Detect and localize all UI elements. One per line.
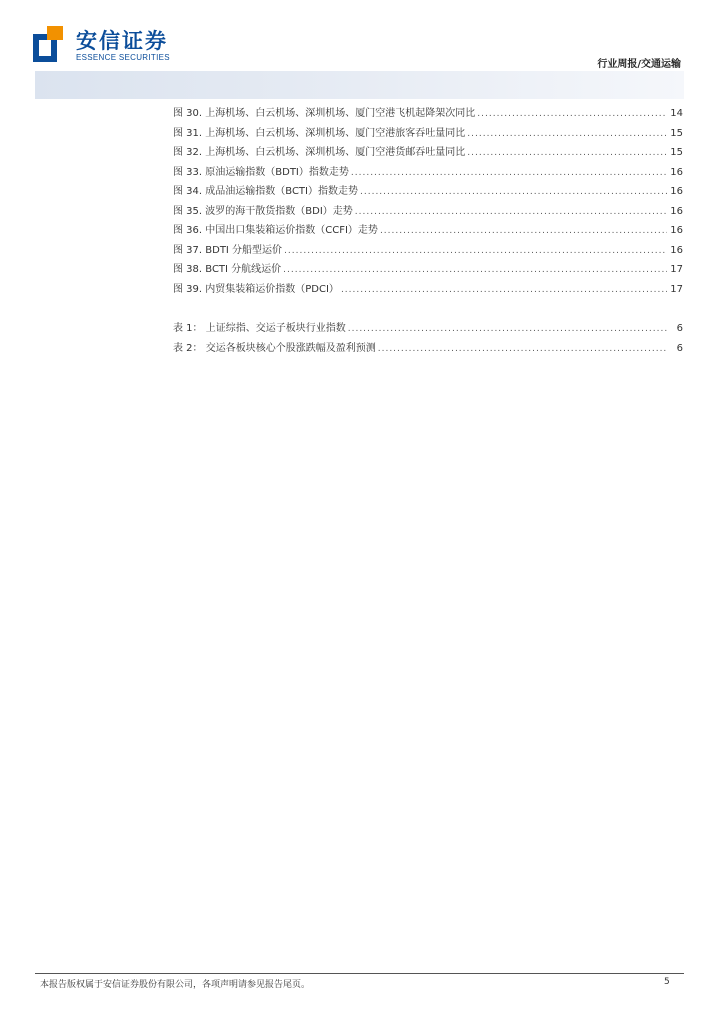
toc-leader bbox=[467, 129, 667, 139]
toc-item-page: 17 bbox=[670, 283, 683, 295]
figure-toc bbox=[173, 104, 683, 296]
toc-leader bbox=[341, 285, 667, 295]
toc-item-page: 15 bbox=[670, 127, 683, 139]
brand-name-cn: 安信证券 bbox=[76, 29, 168, 53]
toc-item[interactable] bbox=[173, 339, 683, 355]
toc-item[interactable] bbox=[173, 319, 683, 335]
toc-item-page: 17 bbox=[670, 264, 683, 275]
toc-item[interactable] bbox=[173, 241, 683, 257]
toc-item-label: 图 38. BCTI 分航线运价 bbox=[173, 264, 282, 275]
toc-leader bbox=[360, 187, 667, 197]
page-number: 5 bbox=[664, 977, 670, 987]
toc-item-label: 图 39. 内贸集装箱运价指数（PDCI） bbox=[173, 283, 339, 295]
toc-leader bbox=[467, 148, 667, 158]
toc-leader bbox=[355, 207, 667, 217]
toc-item-label: 图 32. 上海机场、白云机场、深圳机场、厦门空港货邮吞吐量同比 bbox=[173, 147, 466, 158]
toc-item[interactable] bbox=[173, 280, 683, 296]
toc-item-label: 表 1： 上证综指、交运子板块行业指数 bbox=[173, 323, 346, 334]
table-toc bbox=[173, 319, 683, 359]
toc-item-page: 16 bbox=[670, 205, 683, 217]
toc-item[interactable] bbox=[173, 104, 683, 120]
toc-item-label: 图 35. 波罗的海干散货指数（BDI）走势 bbox=[173, 205, 353, 217]
report-category: 行业周报/交通运输 bbox=[597, 59, 681, 70]
toc-leader bbox=[380, 226, 667, 236]
footer-disclaimer: 本报告版权属于安信证券股份有限公司，各项声明请参见报告尾页。 bbox=[40, 980, 311, 990]
toc-leader bbox=[283, 265, 667, 275]
toc-item-page: 16 bbox=[670, 166, 683, 178]
toc-item-page: 16 bbox=[670, 186, 683, 197]
toc-leader bbox=[378, 344, 667, 354]
toc-item-label: 表 2： 交运各板块核心个股涨跌幅及盈利预测 bbox=[173, 343, 376, 354]
toc-item[interactable] bbox=[173, 260, 683, 276]
toc-item-page: 16 bbox=[670, 244, 683, 256]
toc-item-page: 6 bbox=[676, 343, 683, 354]
toc-item[interactable] bbox=[173, 202, 683, 218]
toc-item-page: 6 bbox=[676, 323, 683, 334]
toc-item[interactable] bbox=[173, 163, 683, 179]
toc-item-label: 图 37. BDTI 分船型运价 bbox=[173, 244, 283, 256]
essence-logo-icon bbox=[33, 26, 63, 62]
toc-item[interactable] bbox=[173, 182, 683, 198]
brand-logo bbox=[33, 25, 178, 65]
footer-divider bbox=[35, 973, 684, 974]
toc-item[interactable] bbox=[173, 221, 683, 237]
toc-item[interactable] bbox=[173, 124, 683, 140]
toc-item-page: 16 bbox=[670, 225, 683, 236]
toc-item-label: 图 36. 中国出口集装箱运价指数（CCFI）走势 bbox=[173, 225, 378, 236]
toc-leader bbox=[351, 168, 667, 178]
toc-item-label: 图 30. 上海机场、白云机场、深圳机场、厦门空港飞机起降架次同比 bbox=[173, 108, 476, 119]
header-band bbox=[35, 71, 684, 99]
toc-item[interactable] bbox=[173, 143, 683, 159]
toc-leader bbox=[284, 246, 667, 256]
toc-leader bbox=[348, 324, 667, 334]
toc-item-label: 图 33. 原油运输指数（BDTI）指数走势 bbox=[173, 166, 349, 178]
toc-item-page: 15 bbox=[670, 147, 683, 158]
toc-item-label: 图 34. 成品油运输指数（BCTI）指数走势 bbox=[173, 186, 358, 197]
toc-item-label: 图 31. 上海机场、白云机场、深圳机场、厦门空港旅客吞吐量同比 bbox=[173, 127, 466, 139]
brand-name-en: ESSENCE SECURITIES bbox=[76, 53, 170, 62]
toc-item-page: 14 bbox=[670, 108, 683, 119]
toc-leader bbox=[477, 109, 667, 119]
